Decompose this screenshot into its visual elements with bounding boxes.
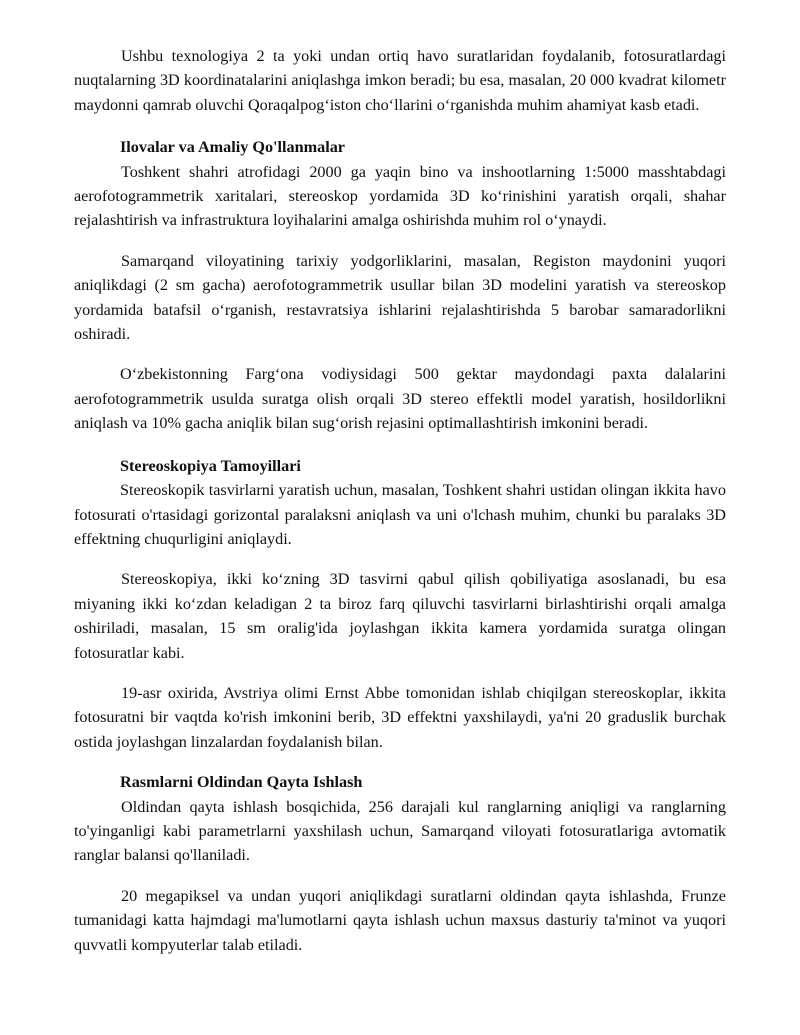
paragraph-binocular-vision: Stereoskopiya, ikki ko‘zning 3D tasvirni qabul qilish qobiliyatiga asoslanadi, bu esa miyaning ikki ko‘zdan keladigan 2 ta biroz farq qiluvchi tasvirlarni birlashtirishi orqali amalga oshiriladi, masalan, 15 sm oralig'ida joylashgan ikkita kamera yordamida suratga olingan fotosuratlar kabi.	[74, 570, 726, 662]
heading-applications: Ilovalar va Amaliy Qo'llanmalar	[120, 138, 345, 157]
paragraph-abbe-stereoscopes: 19-asr oxirida, Avstriya olimi Ernst Abbe tomonidan ishlab chiqilgan stereoskoplar, ikkita fotosuratni bir vaqtda ko'rish imkonini berib, 3D effektni yaxshilaydi, ya'ni 20 graduslik burchak ostida joylashgan linzalardan foydalanish bilan.	[74, 683, 726, 751]
heading-image-preprocessing: Rasmlarni Oldindan Qayta Ishlash	[120, 773, 363, 792]
document-page	[74, 44, 726, 957]
heading-stereoscopy-principles: Stereoskopiya Tamoyillari	[120, 456, 301, 475]
paragraph-high-resolution-processing: 20 megapiksel va undan yuqori aniqlikdagi suratlarni oldindan qayta ishlashda, Frunze tumanidagi katta hajmdagi ma'lumotlarni qayta ishlash uchun maxsus dasturiy ta'minot va yuqori quvvatli kompyuterlar talab etiladi.	[74, 886, 726, 954]
paragraph-color-balance: Oldindan qayta ishlash bosqichida, 256 darajali kul ranglarning aniqligi va ranglarning to'yinganligi kabi parametrlarni yaxshilash uchun, Samarqand viloyati fotosuratlariga avtomatik ranglar balansi qo'llaniladi.	[74, 797, 726, 865]
paragraph-tashkent-maps: Toshkent shahri atrofidagi 2000 ga yaqin bino va inshootlarning 1:5000 masshtabdagi aerofotogrammetrik xaritalari, stereoskop yordamida 3D ko‘rinishini yaratish orqali, shahar rejalashtirish va infrastruktura loyihalarini amalga oshirishda muhim rol o‘ynaydi.	[74, 162, 726, 230]
paragraph-technology-intro: Ushbu texnologiya 2 ta yoki undan ortiq havo suratlaridan foydalanib, fotosuratlardagi nuqtalarning 3D koordinatalarini aniqlashga imkon beradi; bu esa, masalan, 20 000 kvadrat kilometr maydonni qamrab oluvchi Qoraqalpog‘iston cho‘llarini o‘rganishda muhim ahamiyat kasb etadi.	[74, 47, 726, 114]
paragraph-samarkand-monuments: Samarqand viloyatining tarixiy yodgorliklarini, masalan, Registon maydonini yuqori aniqlikdagi (2 sm gacha) aerofotogrammetrik usullar bilan 3D modelini yaratish va stereoskop yordamida batafsil o‘rganish, restavratsiya ishlarini rejalashtirishda 5 barobar samaradorlikni oshiradi.	[74, 251, 726, 344]
paragraph-stereoscopic-parallax: Stereoskopik tasvirlarni yaratish uchun, masalan, Toshkent shahri ustidan olingan ikkita havo fotosurati o'rtasidagi gorizontal paralaksni aniqlash va uni o'lchash muhim, chunki bu paralaks 3D effektning chuqurligini aniqlaydi.	[74, 481, 726, 548]
paragraph-fergana-cotton: O‘zbekistonning Farg‘ona vodiysidagi 500 gektar maydondagi paxta dalalarini aerofotogrammetrik usulda suratga olish orqali 3D stereo effektli model yaratish, hosildorlikni aniqlash va 10% gacha aniqlik bilan sug‘orish rejasini optimallashtirish imkonini beradi.	[74, 365, 726, 433]
